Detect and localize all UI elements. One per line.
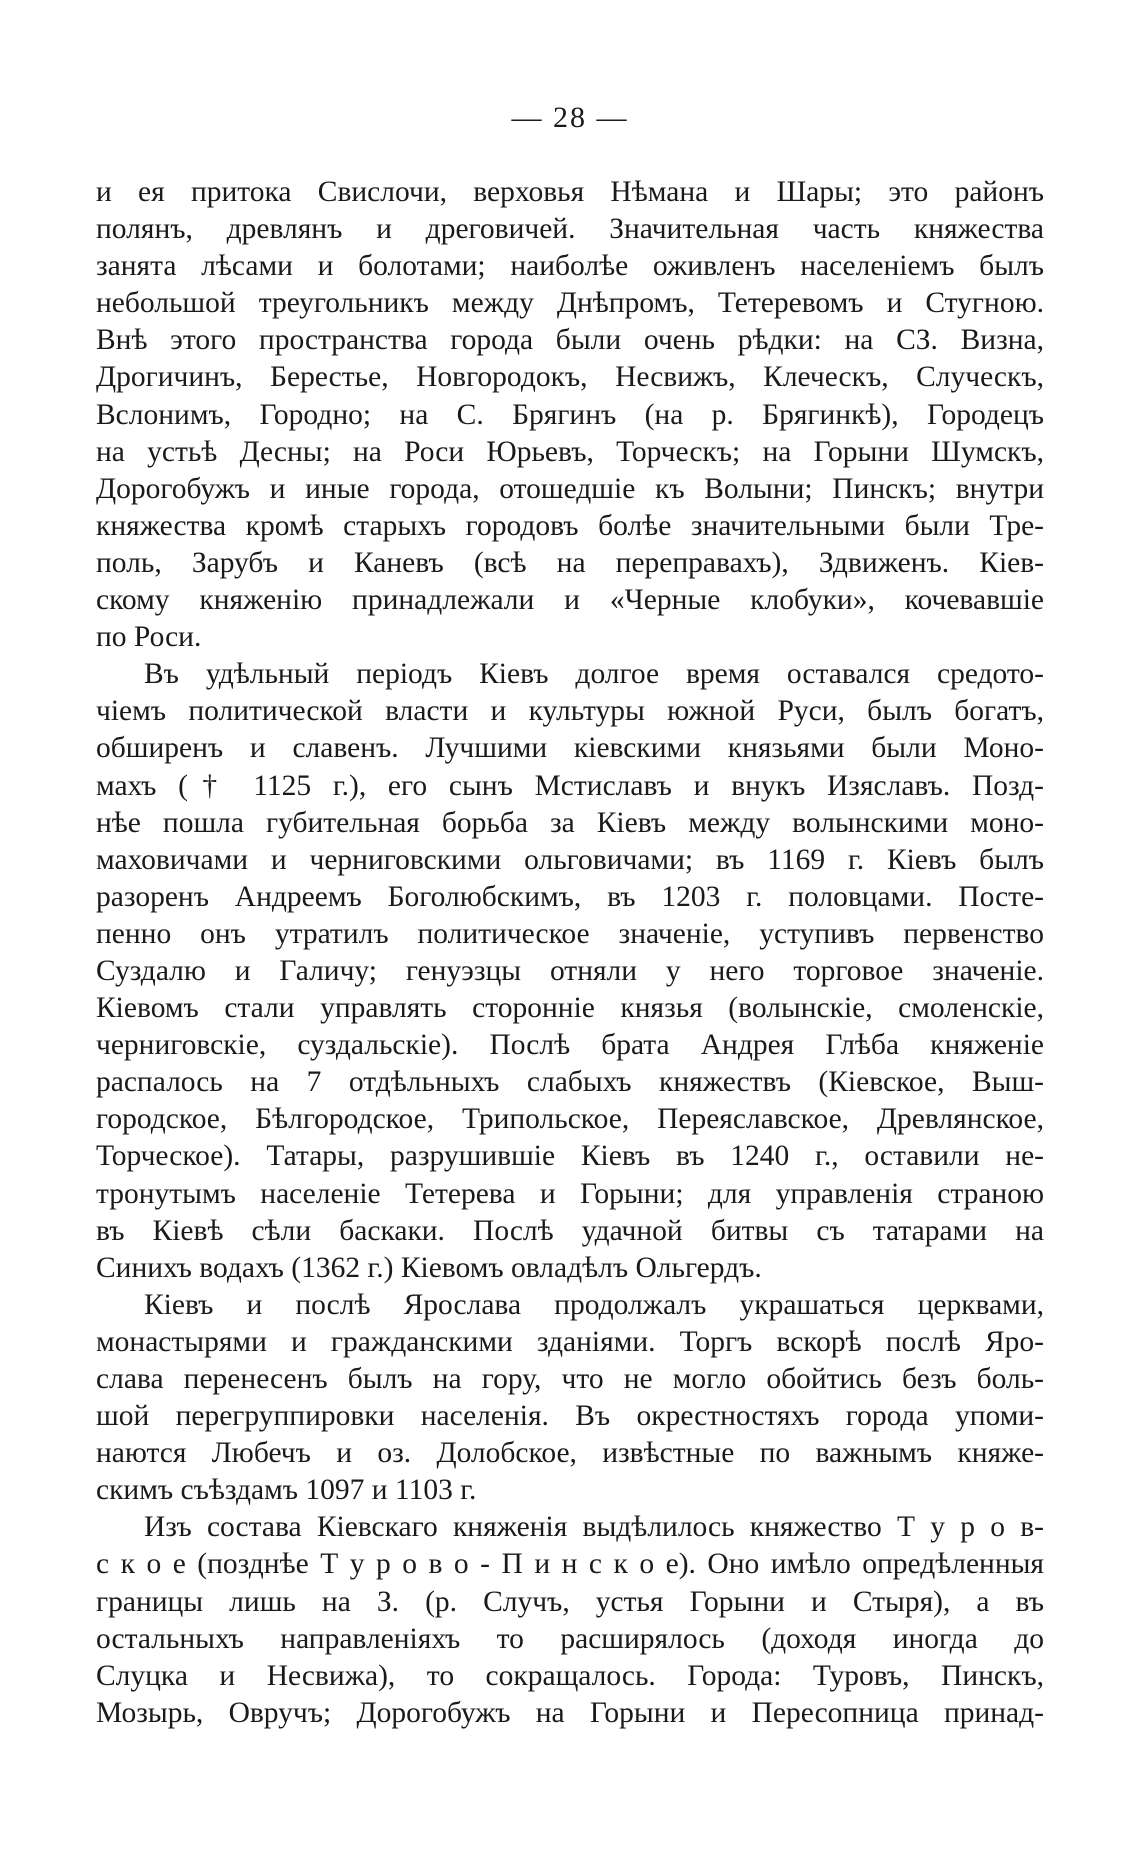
text-line: Кіевомъ стали управлять сторонніе князья (волынскіе, смоленскіе, bbox=[96, 992, 1044, 1025]
text-line: маховичами и черниговскими ольговичами; въ 1169 г. Кіевъ былъ bbox=[96, 843, 1044, 876]
text-line: занята лѣсами и болотами; наиболѣе оживленъ населеніемъ былъ bbox=[96, 250, 1044, 283]
text-line: Изъ состава Кіевскаго княженія выдѣлилось княжество Т у р о в- bbox=[144, 1511, 1044, 1544]
text-line: чіемъ политической власти и культуры южной Руси, былъ богатъ, bbox=[96, 695, 1044, 728]
text-line: черниговскіе, суздальскіе). Послѣ брата Андрея Глѣба княженіе bbox=[96, 1029, 1044, 1062]
text-line: шой перегруппировки населенія. Въ окрестностяхъ города упоми- bbox=[96, 1400, 1044, 1433]
text-line: княжества кромѣ старыхъ городовъ болѣе значительными были Тре- bbox=[96, 509, 1044, 542]
page-number: — 28 — bbox=[511, 101, 629, 134]
text-line: Вслонимъ, Городно; на С. Брягинъ (на р. Брягинкѣ), Городецъ bbox=[96, 398, 1044, 431]
text-line: монастырями и гражданскими зданіями. Торгъ вскорѣ послѣ Яро- bbox=[96, 1325, 1044, 1358]
text-line: разоренъ Андреемъ Боголюбскимъ, въ 1203 г. половцами. Посте- bbox=[96, 880, 1044, 913]
text-line: махъ († 1125 г.), его сынъ Мстиславъ и внукъ Изяславъ. Позд- bbox=[96, 769, 1044, 802]
text-line: пенно онъ утратилъ политическое значеніе, уступивъ первенство bbox=[96, 917, 1044, 950]
paragraph bbox=[96, 174, 1044, 656]
paragraph bbox=[96, 656, 1044, 1287]
text-line: слава перенесенъ былъ на гору, что не могло обойтись безъ боль- bbox=[96, 1363, 1044, 1395]
text-line: въ Кіевѣ сѣли баскаки. Послѣ удачной битвы съ татарами на bbox=[96, 1214, 1044, 1247]
text-line: городское, Бѣлгородское, Трипольское, Переяславское, Древлянское, bbox=[96, 1103, 1044, 1136]
text-line: Суздалю и Галичу; генуэзцы отняли у него торговое значеніе. bbox=[96, 954, 1044, 987]
text-line: по Роси. bbox=[96, 621, 202, 654]
text-line: Въ удѣльный періодъ Кіевъ долгое время оставался средото- bbox=[144, 658, 1044, 691]
text-line: границы лишь на З. (р. Случъ, устья Горыни и Стыря), а въ bbox=[96, 1585, 1044, 1618]
paragraph bbox=[96, 1287, 1044, 1510]
text-line: наются Любечъ и оз. Долобское, извѣстные по важнымъ княже- bbox=[96, 1437, 1044, 1470]
text-line: распалось на 7 отдѣльныхъ слабыхъ княжествъ (Кіевское, Выш- bbox=[96, 1066, 1044, 1099]
text-line: Дорогобужъ и иные города, отошедшіе къ Волыни; Пинскъ; внутри bbox=[96, 472, 1044, 505]
text-line: Мозырь, Овручъ; Дорогобужъ на Горыни и Пересопница принад- bbox=[96, 1696, 1044, 1729]
text-line: небольшой треугольникъ между Днѣпромъ, Тетеревомъ и Стугною. bbox=[96, 287, 1044, 320]
text-line: тронутымъ населеніе Тетерева и Горыни; для управленія страною bbox=[96, 1177, 1044, 1210]
text-line: на устьѣ Десны; на Роси Юрьевъ, Торческъ; на Горыни Шумскъ, bbox=[96, 435, 1044, 468]
text-line: скимъ съѣздамъ 1097 и 1103 г. bbox=[96, 1474, 477, 1507]
text-line: поль, Зарубъ и Каневъ (всѣ на переправахъ), Здвиженъ. Кіев- bbox=[96, 546, 1044, 579]
text-line: Слуцка и Несвижа), то сокращалось. Города: Туровъ, Пинскъ, bbox=[96, 1659, 1044, 1692]
text-line: Внѣ этого пространства города были очень рѣдки: на СЗ. Визна, bbox=[96, 324, 1044, 357]
body-text bbox=[96, 174, 1044, 1732]
text-line: и ея притока Свислочи, верховья Нѣмана и Шары; это районъ bbox=[96, 176, 1044, 208]
paragraph bbox=[96, 1509, 1044, 1732]
text-line: Кіевъ и послѣ Ярослава продолжалъ украшаться церквами, bbox=[144, 1288, 1044, 1321]
text-line: скому княженію принадлежали и «Черные клобуки», кочевавшіе bbox=[96, 584, 1044, 617]
text-line: Синихъ водахъ (1362 г.) Кіевомъ овладѣлъ Ольгердъ. bbox=[96, 1251, 762, 1284]
text-line: Торческое). Татары, разрушившіе Кіевъ въ 1240 г., оставили не- bbox=[96, 1140, 1044, 1173]
text-line: полянъ, древлянъ и дреговичей. Значительная часть княжества bbox=[96, 213, 1044, 246]
text-line: обширенъ и славенъ. Лучшими кіевскими князьями были Моно- bbox=[96, 732, 1044, 765]
text-line: Дрогичинъ, Берестье, Новгородокъ, Несвижъ, Клеческъ, Случескъ, bbox=[96, 361, 1044, 394]
text-line: с к о е (позднѣе Т у р о в о - П и н с к о е). Оно имѣло опредѣленныя bbox=[96, 1548, 1044, 1581]
text-line: нѣе пошла губительная борьба за Кіевъ между волынскими моно- bbox=[96, 806, 1044, 839]
text-line: остальныхъ направленіяхъ то расширялось (доходя иногда до bbox=[96, 1622, 1044, 1655]
